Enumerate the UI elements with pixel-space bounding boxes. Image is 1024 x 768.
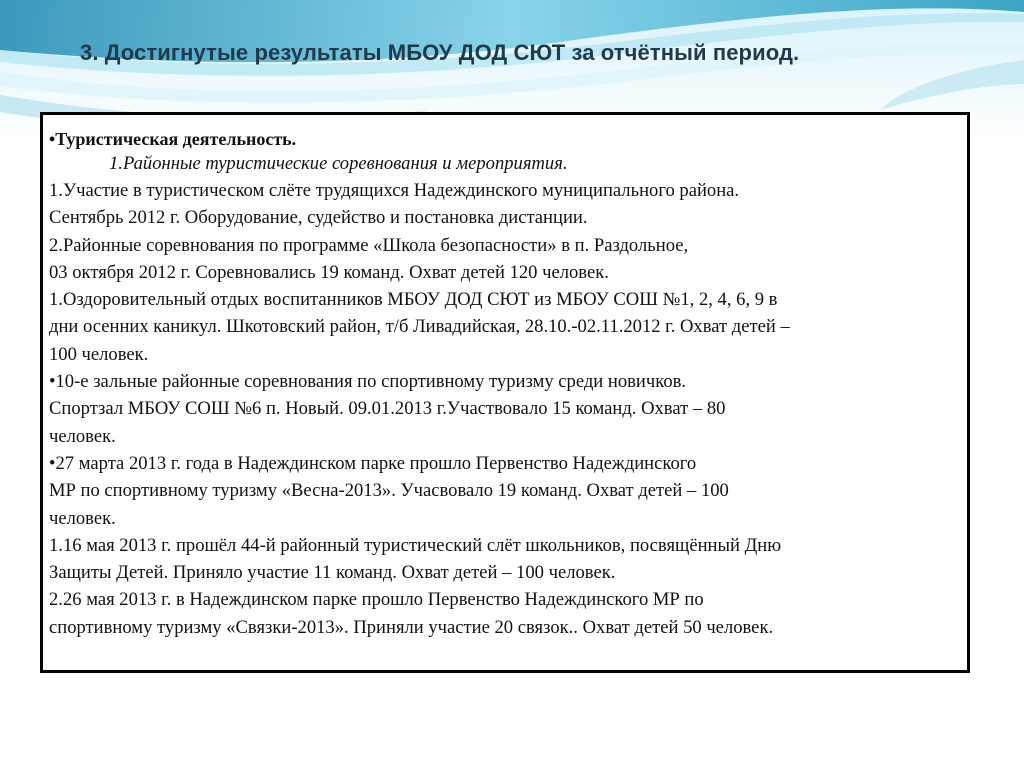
text-line: Спортзал МБОУ СОШ №6 п. Новый. 09.01.2013 г.Участвовало 15 команд. Охват – 80 [49, 398, 726, 420]
text-line: спортивному туризму «Связки-2013». Приняли участие 20 связок.. Охват детей 50 человек. [49, 616, 774, 638]
text-line: Защиты Детей. Приняло участие 11 команд. Охват детей – 100 человек. [49, 562, 616, 584]
text-line: МР по спортивному туризму «Весна-2013». Учасвовало 19 команд. Охват детей – 100 [49, 480, 729, 502]
text-line: человек. [49, 425, 116, 447]
subsection-heading: 1.Районные туристические соревнования и мероприятия. [109, 153, 568, 174]
text-line: 2.26 мая 2013 г. в Надеждинском парке прошло Первенство Надеждинского МР по [49, 589, 704, 611]
text-line: 1.Оздоровительный отдых воспитанников МБОУ ДОД СЮТ из МБОУ СОШ №1, 2, 4, 6, 9 в [49, 289, 778, 311]
text-line: 03 октября 2012 г. Соревновались 19 команд. Охват детей 120 человек. [49, 261, 609, 283]
text-line: Сентябрь 2012 г. Оборудование, судейство и постановка дистанции. [49, 207, 588, 229]
content-box [40, 112, 970, 673]
slide-title: 3. Достигнутые результаты МБОУ ДОД СЮТ за отчётный период. [80, 40, 800, 65]
text-line: 2.Районные соревнования по программе «Школа безопасности» в п. Раздольное, [49, 234, 689, 256]
text-line: дни осенних каникул. Шкотовский район, т/б Ливадийская, 28.10.-02.11.2012 г. Охват детей – [49, 316, 790, 338]
text-line: 100 человек. [49, 343, 149, 365]
text-line: 1.Участие в туристическом слёте трудящихся Надеждинского муниципального района. [49, 180, 740, 201]
section-heading: •Туристическая деятельность. [49, 129, 297, 149]
text-line: человек. [49, 507, 116, 529]
text-line: •10-е зальные районные соревнования по спортивному туризму среди новичков. [49, 371, 687, 393]
text-line: •27 марта 2013 г. года в Надеждинском парке прошло Первенство Надеждинского [49, 452, 697, 474]
text-line: 1.16 мая 2013 г. прошёл 44-й районный туристический слёт школьников, посвящённый Дню [49, 534, 782, 556]
